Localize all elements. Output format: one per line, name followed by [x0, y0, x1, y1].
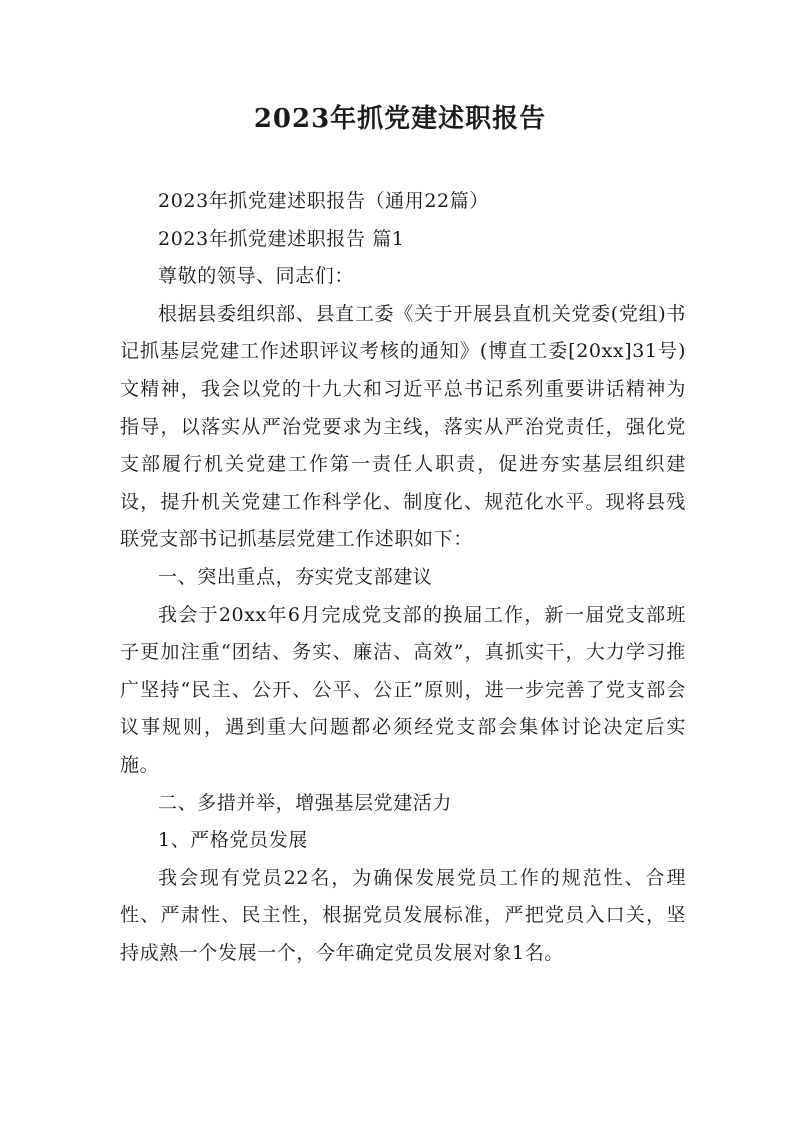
- paragraph-body-one: 我会于20xx年6月完成党支部的换届工作，新一届党支部班子更加注重“团结、务实、廉洁、高效”，真抓实干，大力学习推广坚持“民主、公开、公平、公正”原则，进一步完善了党支部会议事规则，遇到重大问题都必须经党支部会集体讨论决定后实施。: [120, 603, 686, 776]
- paragraph-section-heading: 2023年抓党建述职报告 篇1: [158, 227, 405, 250]
- paragraph-heading-one: 一、突出重点，夯实党支部建议: [158, 565, 433, 588]
- paragraph-subheading-one: 1、严格党员发展: [158, 829, 308, 852]
- paragraph-body-two: 我会现有党员22名，为确保发展党员工作的规范性、合理性、严肃性、民主性，根据党员发展标准，严把党员入口关，坚持成熟一个发展一个，今年确定党员发展对象1名。: [120, 866, 686, 964]
- paragraph-subtitle: 2023年抓党建述职报告（通用22篇）: [158, 190, 489, 212]
- paragraph-salutation: 尊敬的领导、同志们：: [158, 265, 355, 288]
- paragraph-intro: 根据县委组织部、县直工委《关于开展县直机关党委(党组)书记抓基层党建工作述职评议考核的通知》(博直工委[20xx]31号)文精神，我会以党的十九大和习近平总书记系列重要讲话精神为指导，以落实从严治党要求为主线，落实从严治党责任，强化党支部履行机关党建工作第一责任人职责，促进夯实基层组织建设，提升机关党建工作科学化、制度化、规范化水平。现将县残联党支部书记抓基层党建工作述职如下：: [120, 302, 686, 551]
- paragraph-heading-two: 二、多措并举，增强基层党建活力: [158, 791, 453, 814]
- document-body: [120, 183, 686, 972]
- document-title: 2023年抓党建述职报告: [253, 104, 547, 134]
